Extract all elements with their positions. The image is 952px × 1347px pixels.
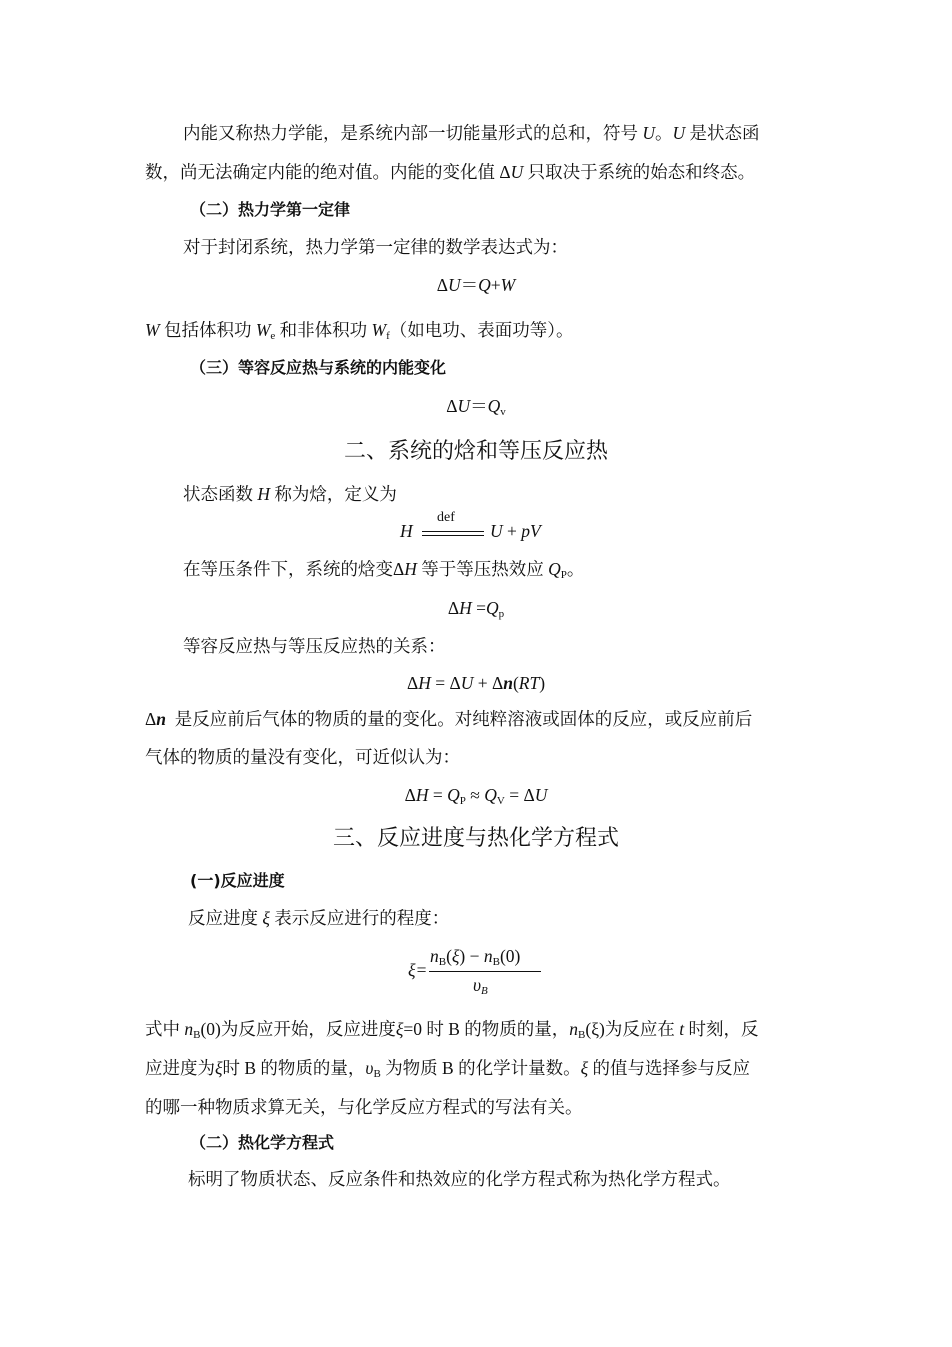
paragraph-extent: 反应进度 ξ 表示反应进行的程度： <box>188 908 450 928</box>
enthalpy-symbol: H <box>400 521 413 541</box>
heading-extent: (一)反应进度 <box>190 871 285 890</box>
paragraph-dn-line1: Δn 是反应前后气体的物质的量的变化。对纯粹溶液或固体的反应，或反应前后 <box>145 709 753 729</box>
paragraph-isobaric: 在等压条件下，系统的焓变ΔH 等于等压热效应 $Q_P$。 <box>183 559 585 581</box>
equation-isochoric: $\Delta U=Q_v$ <box>446 396 506 418</box>
def-bar-top <box>422 531 484 532</box>
extent-denominator: $\upsilon_B$ <box>473 975 488 997</box>
paragraph-extent-expl-line3: 的哪一种物质求算无关，与化学反应方程式的写法有关。 <box>145 1097 583 1117</box>
paragraph-internal-energy-line1 <box>183 121 760 145</box>
section-two-title: 二、系统的焓和等压反应热 <box>343 438 608 463</box>
def-label: def <box>437 510 455 525</box>
paragraph-relation: 等容反应热与等压反应热的关系： <box>183 636 446 656</box>
section-three-title: 三、反应进度与热化学方程式 <box>332 825 619 850</box>
equation-extent <box>0 946 952 1006</box>
equation-enthalpy-definition <box>0 507 952 547</box>
paragraph-internal-energy-line2 <box>145 160 755 184</box>
paragraph-dn-line2: 气体的物质的量没有变化，可近似认为： <box>145 747 460 767</box>
extent-lhs: ξ= <box>408 960 428 980</box>
heading-thermo-equation: （二）热化学方程式 <box>190 1133 335 1152</box>
equation-first-law: ΔU＝Q+W <box>436 275 516 295</box>
heading-isochoric: （三）等容反应热与系统的内能变化 <box>190 358 447 377</box>
paragraph-thermo-equation: 标明了物质状态、反应条件和热效应的化学方程式称为热化学方程式。 <box>188 1169 731 1189</box>
text: 数，尚无法确定内能的绝对值。内能的变化值 ΔU 只取决于系统的始态和终态。 <box>145 162 756 182</box>
extent-numerator: $n_B(\xi) - n_B(0)$ <box>430 946 521 968</box>
equation-isobaric: $\Delta H =Q_p$ <box>447 598 505 620</box>
equation-relation: ΔH = ΔU + Δn(RT) <box>406 673 546 693</box>
paragraph-work: W 包括体积功 $W_e$ 和非体积功 $W_f$（如电功、表面功等）。 <box>145 320 574 342</box>
heading-first-law: （二）热力学第一定律 <box>190 200 351 219</box>
equation-approx: $\Delta H = Q_P \approx Q_V = \Delta U$ <box>404 785 548 807</box>
enthalpy-rhs: U + pV <box>490 521 541 541</box>
paragraph-extent-expl-line1: 式中 $n_B(0)$为反应开始，反应进度ξ=0 时 B 的物质的量，$n_B(\xi)$为反应在 t 时刻，反 <box>145 1019 759 1041</box>
def-bar-bottom <box>422 535 484 536</box>
fraction-bar <box>429 971 541 972</box>
paragraph-extent-expl-line2: 应进度为ξ时 B 的物质的量，$\upsilon_B$ 为物质 B 的化学计量数。ξ 的值与选择参与反应 <box>145 1058 750 1080</box>
paragraph-first-law: 对于封闭系统，热力学第一定律的数学表达式为： <box>183 237 568 257</box>
text: 内能又称热力学能，是系统内部一切能量形式的总和，符号 U。U 是状态函 <box>183 123 760 143</box>
paragraph-enthalpy-def: 状态函数 H 称为焓，定义为 <box>183 484 397 504</box>
